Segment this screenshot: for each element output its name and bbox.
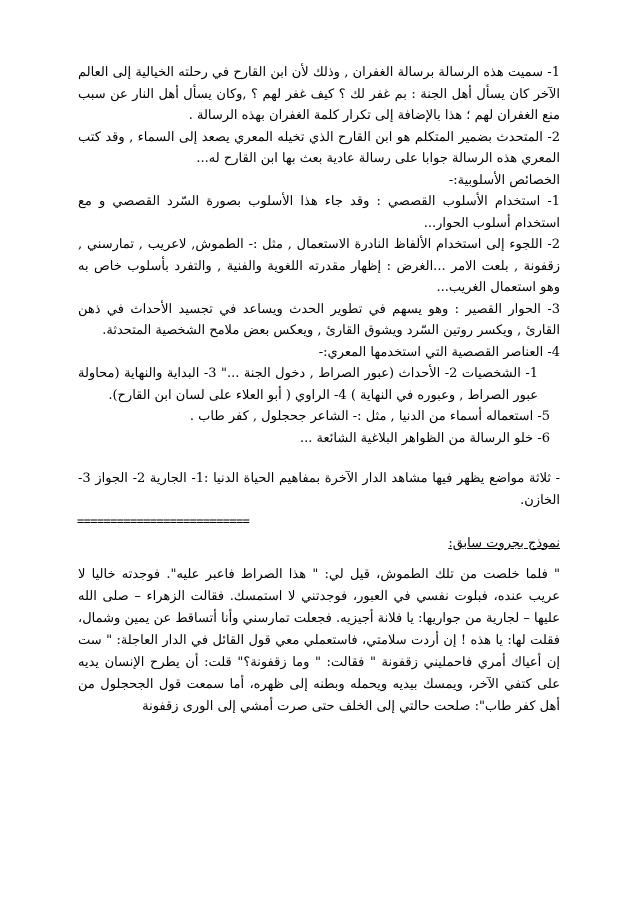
feature-no-rhetoric: 6- خلو الرسالة من الظواهر البلاغية الشائعة ... xyxy=(300,430,550,446)
paragraph-name-origin: 1- سميت هذه الرسالة برسالة الغفران , وذلك لأن ابن القارح في رحلته الخيالية إلى العالم الآخر كان يسأل أهل الجنة : بم غفر لك ؟ كيف غفر لهم ؟ ,وكان يسأل أهل النار عن سبب منع الغفران لهم ؛ هذا بالإضافة إلى تكرار كلمة الغفران بهذه الرسالة . xyxy=(78,65,560,123)
paragraph-afterlife-places: - ثلاثة مواضع يظهر فيها مشاهد الدار الآخرة بمفاهيم الحياة الدنيا :1- الجارية 2- الجواز 3- الخازن. xyxy=(78,471,561,508)
heading-stylistic-features: الخصائص الأسلوبية:- xyxy=(448,172,560,188)
model-exam-title: نموذج بجروت سابق: xyxy=(448,535,560,551)
feature-rare-words: 2- اللجوء إلى استخدام الألفاظ النادرة الاستعمال , مثل :- الطموش, لاعريب , تمارسني , زقفونة , بلعت الامر ...الغرض : إظهار مقدرته اللغوية والفنية , والتفرد بأسلوب خاص به وهو استعمال الغريب... xyxy=(78,237,560,295)
separator-line: ========================== xyxy=(77,514,250,528)
model-exam-text: " فلما خلصت من تلك الطموش، قيل لي: " هذا الصراط فاعبر عليه". فوجدته خاليا لا عريب عنده، فبلوت نفسي في العبور، فوجدتني لا استمسك. فقالت الزهراء – صلى الله عليها – لجارية من جواريها: يا فلانة أجيزيه. فجعلت تمارسني وأنا أتساقط عن يمين وشمال، فقلت لها: يا هذه ! إن أردت سلامتي، فاستعملي معي قول القائل في الدار العاجلة: " ست إن أعياك أمري فاحمليني زقفونة " فقالت: " وما زقفونة؟" قلت: أن يطرح الإنسان يديه على كتفي الآخر، ويمسك بيديه ويحمله وبطنه إلى ظهره، أما سمعت قول الجحجلول من أهل كفر طاب": صلحت حالتي إلى الخلف حتى صرت أمشي إلى الورى زقفونة xyxy=(78,567,560,714)
feature-short-dialogue: 3- الحوار القصير : وهو يسهم في تطوير الحدث ويساعد في تجسيد الأحداث في ذهن القارئ , ويكسر روتين السّرد ويشوق القارئ , ويعكس بعض ملامح الشخصية المتحدثة. xyxy=(78,301,560,338)
feature-worldly-names: 5- استعماله أسماء من الدنيا , مثل :- الشاعر جحجلول , كفر طاب . xyxy=(189,409,550,424)
paragraph-narrator: 2- المتحدث بضمير المتكلم هو ابن القارح الذي تخيله المعري يصعد إلى السماء , وقد كتب المعري هذه الرسالة جوابا على رسالة عادية بعث بها ابن القارح له... xyxy=(78,129,560,166)
document-page xyxy=(78,62,560,718)
spacer xyxy=(78,449,560,468)
feature-narrative-style: 1- استخدام الأسلوب القصصي : وقد جاء هذا الأسلوب بصورة السّرد القصصي و مع استخدام أسلوب الحوار... xyxy=(78,194,560,231)
heading-narrative-elements: 4- العناصر القصصية التي استخدمها المعري:- xyxy=(318,344,560,360)
narrative-elements-list: 1- الشخصيات 2- الأحداث (عبور الصراط , دخول الجنة ..." 3- البداية والنهاية (محاولة عبور الصراط , وعبوره في النهاية ) 4- الراوي ( أبو العلاء على لسان ابن القارح). xyxy=(78,366,538,403)
